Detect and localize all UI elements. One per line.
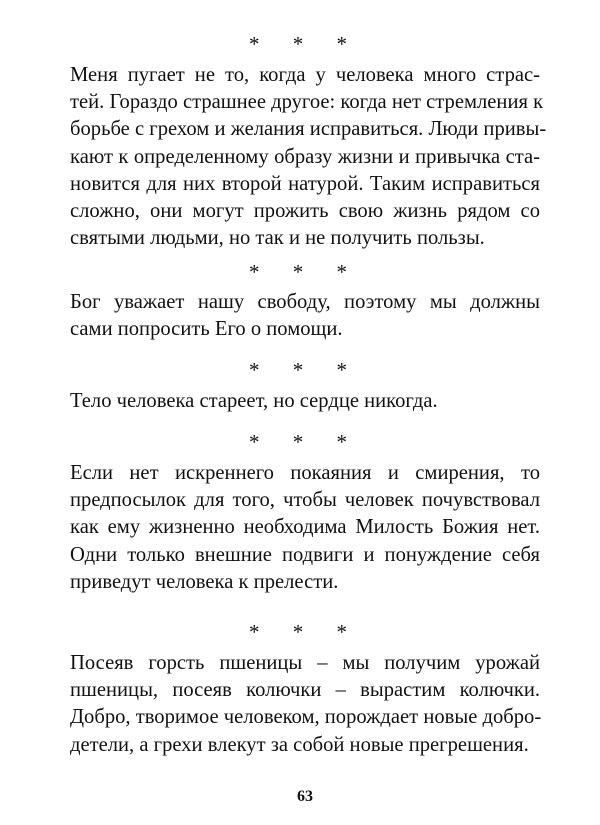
paragraph-1 xyxy=(70,62,547,252)
book-page xyxy=(70,0,547,825)
section-separator: * * * xyxy=(249,32,361,56)
paragraph-line: Тело человека стареет, но сердце никогда. xyxy=(70,390,438,412)
paragraph-4 xyxy=(70,460,540,596)
paragraph-3 xyxy=(70,388,540,415)
paragraph-line: святыми людьми, но так и не получить пользы. xyxy=(70,227,485,250)
paragraph-line: сами попросить Его о помощи. xyxy=(70,318,343,341)
paragraph-line: Добро, творимое человеком, порождает новые добро- xyxy=(70,706,542,729)
paragraph-line: детели, а грехи влекут за собой новые прегрешения. xyxy=(70,733,529,756)
paragraph-2 xyxy=(70,289,540,343)
paragraph-5 xyxy=(70,650,540,759)
page-number: 63 xyxy=(297,788,313,805)
paragraph-line: приведут человека к прелести. xyxy=(70,570,339,593)
paragraph-line: Бог уважает нашу свободу, поэтому мы должны xyxy=(70,291,540,313)
paragraph-line: Меня пугает не то, когда у человека много страс- xyxy=(70,64,540,86)
paragraph-line: Если нет искреннего покаяния и смирения, то xyxy=(70,462,540,484)
section-separator: * * * xyxy=(249,430,361,454)
paragraph-line: Посеяв горсть пшеницы – мы получим урожай xyxy=(70,652,540,674)
paragraph-line: предпосылок для того, чтобы человек почувствовал xyxy=(70,489,540,512)
paragraph-line: пшеницы, посеяв колючки – вырастим колючки. xyxy=(70,679,540,702)
section-separator: * * * xyxy=(249,260,361,284)
paragraph-line: новится для них второй натурой. Таким исправиться xyxy=(70,172,540,195)
paragraph-line: борьбе с грехом и желания исправиться. Люди привы- xyxy=(70,118,547,141)
paragraph-line: тей. Гораздо страшнее другое: когда нет стремления к xyxy=(70,91,544,114)
paragraph-line: как ему жизненно необходима Милость Божия нет. xyxy=(70,516,540,539)
paragraph-line: сложно, они могут прожить свою жизнь рядом со xyxy=(70,199,540,222)
section-separator: * * * xyxy=(249,620,361,644)
section-separator: * * * xyxy=(249,358,361,382)
paragraph-line: Одни только внешние подвиги и понуждение себя xyxy=(70,543,540,566)
paragraph-line: кают к определенному образу жизни и привычка ста- xyxy=(70,145,540,168)
